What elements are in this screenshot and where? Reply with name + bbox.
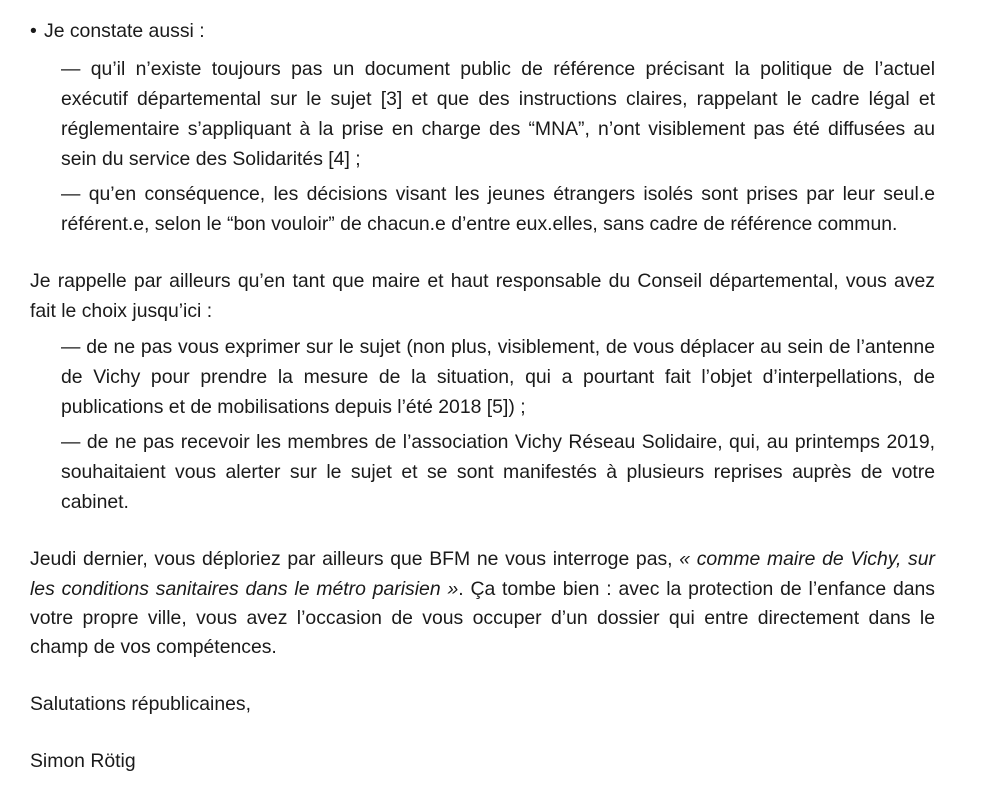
signature-name: Simon Rötig <box>30 750 136 772</box>
text-line: référent.e, selon le “bon vouloir” de chacun.e d’entre eux.elles, sans cadre de référence commun. <box>61 213 898 235</box>
text-line <box>30 576 935 602</box>
jeudi-prefix: Jeudi dernier, vous déploriez par ailleurs que BFM ne vous interroge pas, <box>30 548 680 570</box>
intro-text: Je constate aussi : <box>44 20 205 42</box>
text-line: votre propre ville, vous avez l’occasion de vous occuper d’un dossier qui entre directement dans le <box>30 607 935 629</box>
bfm-quote: « comme maire de Vichy, sur <box>679 548 935 570</box>
text-line: fait le choix jusqu’ici : <box>30 300 213 322</box>
bfm-quote-cont: les conditions sanitaires dans le métro parisien » <box>30 578 459 600</box>
text-line: exécutif départemental sur le sujet [3] et que des instructions claires, rappelant le cadre légal et <box>61 88 935 110</box>
intro-line <box>30 18 205 44</box>
text-line: de Vichy pour prendre la mesure de la situation, qui a pourtant fait l’objet d’interpellations, de <box>61 366 935 388</box>
text-line: publications et de mobilisations depuis l’été 2018 [5]) ; <box>61 396 526 418</box>
text-line: champ de vos compétences. <box>30 636 277 658</box>
bullet-icon: • <box>30 20 37 42</box>
text-line <box>30 546 935 572</box>
text-line: Je rappelle par ailleurs qu’en tant que maire et haut responsable du Conseil départemental, vous avez <box>30 270 935 292</box>
jeudi-rest: . Ça tombe bien : avec la protection de l’enfance dans <box>458 578 935 600</box>
text-line: — qu’en conséquence, les décisions visant les jeunes étrangers isolés sont prises par leur seul.e <box>61 183 935 205</box>
closing-salutation: Salutations républicaines, <box>30 693 251 715</box>
text-line: — qu’il n’existe toujours pas un document public de référence précisant la politique de l’actuel <box>61 58 935 80</box>
text-line: sein du service des Solidarités [4] ; <box>61 148 361 170</box>
text-line: cabinet. <box>61 491 129 513</box>
text-line: souhaitaient vous alerter sur le sujet et se sont manifestés à plusieurs reprises auprès de votre <box>61 461 935 483</box>
text-line: réglementaire s’appliquant à la prise en charge des “MNA”, n’ont visiblement pas été diffusées au <box>61 118 935 140</box>
text-line: — de ne pas recevoir les membres de l’association Vichy Réseau Solidaire, qui, au printemps 2019, <box>61 431 935 453</box>
text-line: — de ne pas vous exprimer sur le sujet (non plus, visiblement, de vous déplacer au sein de l’antenne <box>61 336 935 358</box>
